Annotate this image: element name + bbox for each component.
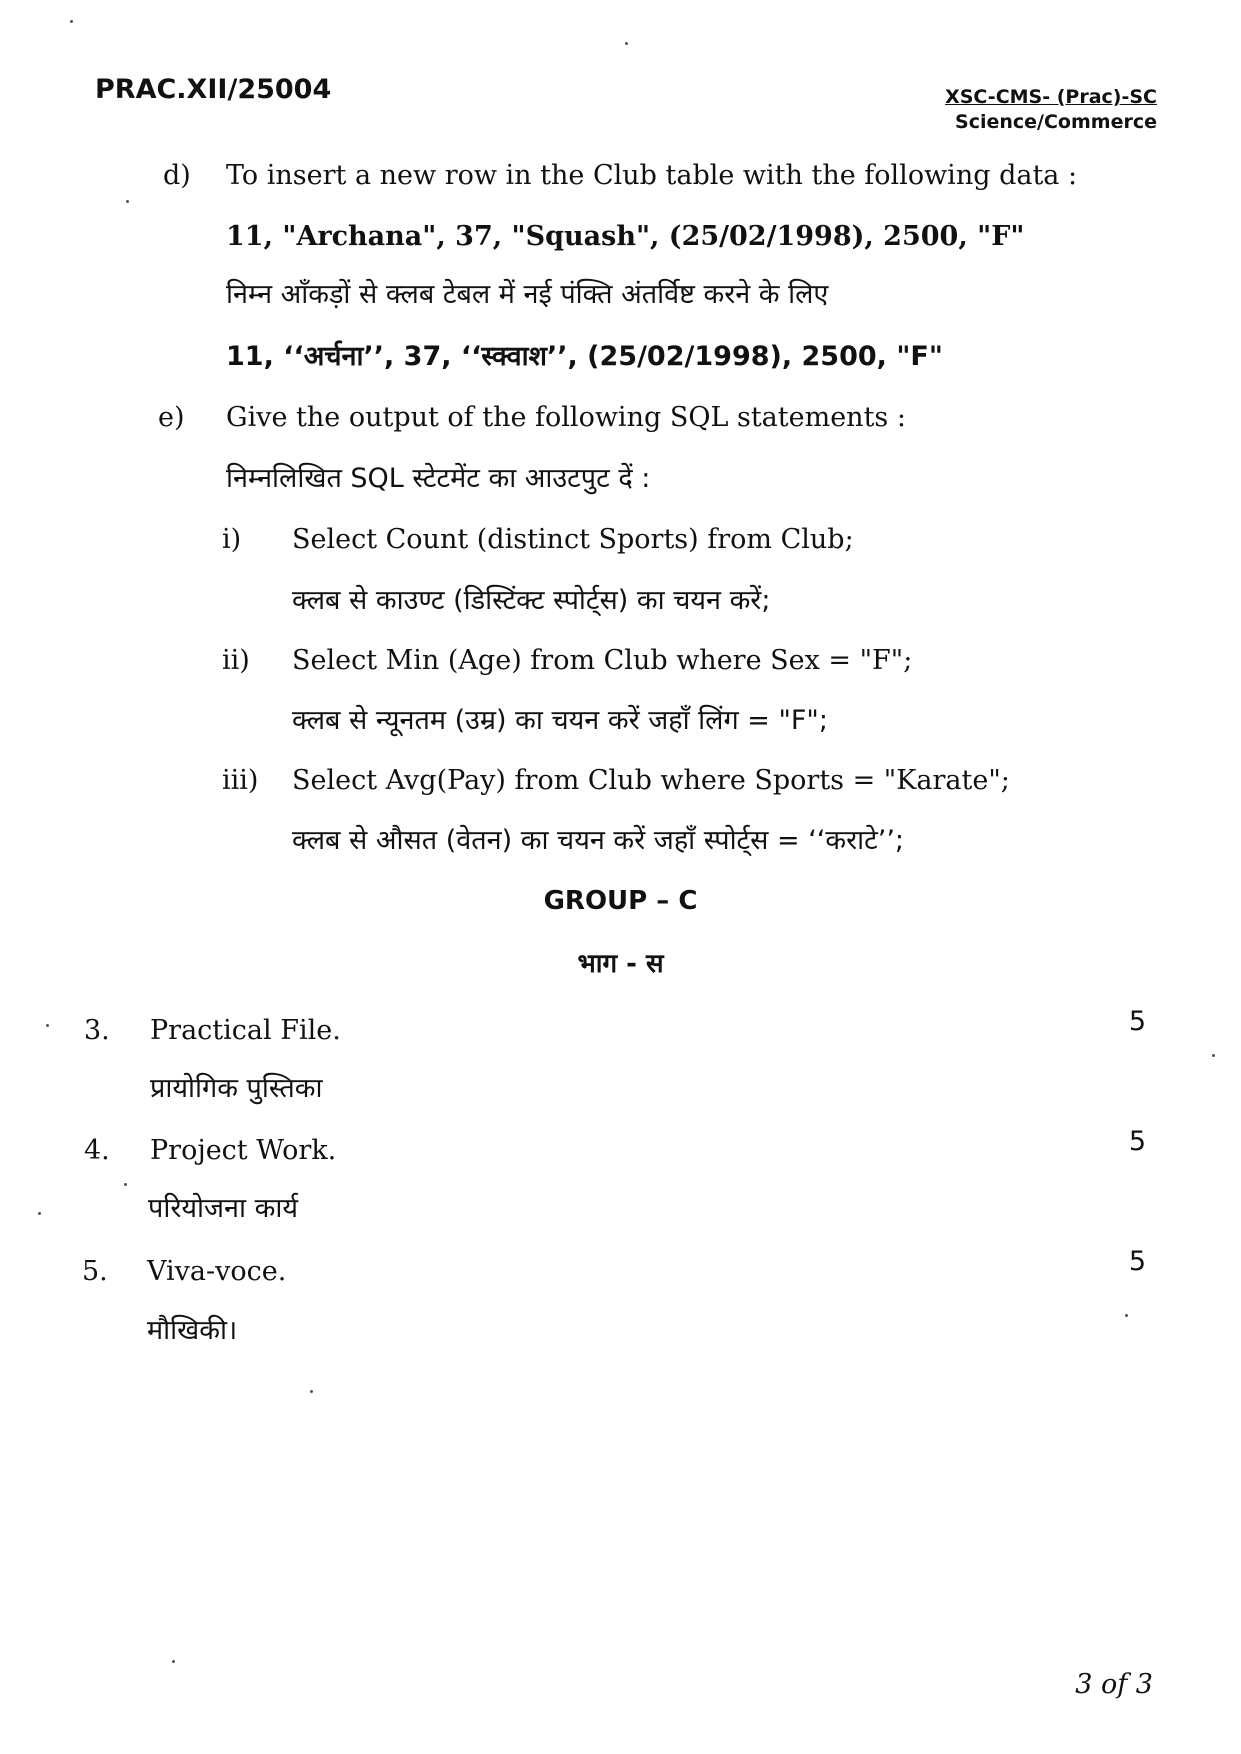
question-text-en: Practical File.: [150, 1015, 341, 1046]
stream-label: Science/Commerce: [955, 111, 1157, 133]
marks: 5: [1128, 1006, 1146, 1037]
question-text-hi: प्रायोगिक पुस्तिका: [150, 1073, 323, 1104]
group-title-en: GROUP – C: [543, 886, 698, 916]
sql-item-label: ii): [222, 645, 250, 676]
question-text-hi: निम्नलिखित SQL स्टेटमेंट का आउटपुट दें :: [226, 463, 651, 494]
paper-code: PRAC.XII/25004: [95, 74, 332, 105]
question-text-hi: मौखिकी।: [147, 1315, 238, 1346]
sql-item-hi: क्लब से औसत (वेतन) का चयन करें जहाँ स्पोर्ट्स = ‘‘कराटे’’;: [292, 825, 905, 856]
subject-code: XSC-CMS- (Prac)-SC: [945, 86, 1157, 108]
question-label: e): [158, 402, 185, 433]
sql-item-hi: क्लब से न्यूनतम (उम्र) का चयन करें जहाँ लिंग = "F";: [292, 705, 828, 736]
question-text-hi: परियोजना कार्य: [148, 1193, 299, 1224]
question-label: d): [163, 160, 191, 191]
page-number: 3 of 3: [1075, 1669, 1153, 1700]
marks: 5: [1128, 1126, 1146, 1157]
question-data-hi: 11, ‘‘अर्चना’’, 37, ‘‘स्क्वाश’’, (25/02/1998), 2500, "F": [226, 341, 943, 372]
question-text-en: Viva-voce.: [147, 1256, 287, 1287]
sql-item-label: iii): [222, 765, 259, 796]
sql-item-en: Select Avg(Pay) from Club where Sports = "Karate";: [292, 765, 1010, 796]
question-text-en: Give the output of the following SQL statements :: [226, 402, 906, 433]
question-number: 5.: [82, 1256, 108, 1287]
sql-item-label: i): [222, 524, 242, 555]
question-data-en: 11, "Archana", 37, "Squash", (25/02/1998), 2500, "F": [226, 221, 1025, 252]
question-text-en: To insert a new row in the Club table with the following data :: [226, 160, 1078, 191]
marks: 5: [1128, 1246, 1146, 1277]
question-number: 3.: [84, 1015, 110, 1046]
sql-item-hi: क्लब से काउण्ट (डिस्टिंक्ट स्पोर्ट्स) का चयन करें;: [292, 585, 771, 616]
question-text-hi: निम्न आँकड़ों से क्लब टेबल में नई पंक्ति अंतर्विष्ट करने के लिए: [226, 279, 829, 310]
group-title-hi: भाग - स: [577, 949, 664, 979]
question-text-en: Project Work.: [150, 1135, 337, 1166]
sql-item-en: Select Count (distinct Sports) from Club;: [292, 524, 854, 555]
question-number: 4.: [84, 1135, 110, 1166]
sql-item-en: Select Min (Age) from Club where Sex = "F";: [292, 645, 913, 676]
